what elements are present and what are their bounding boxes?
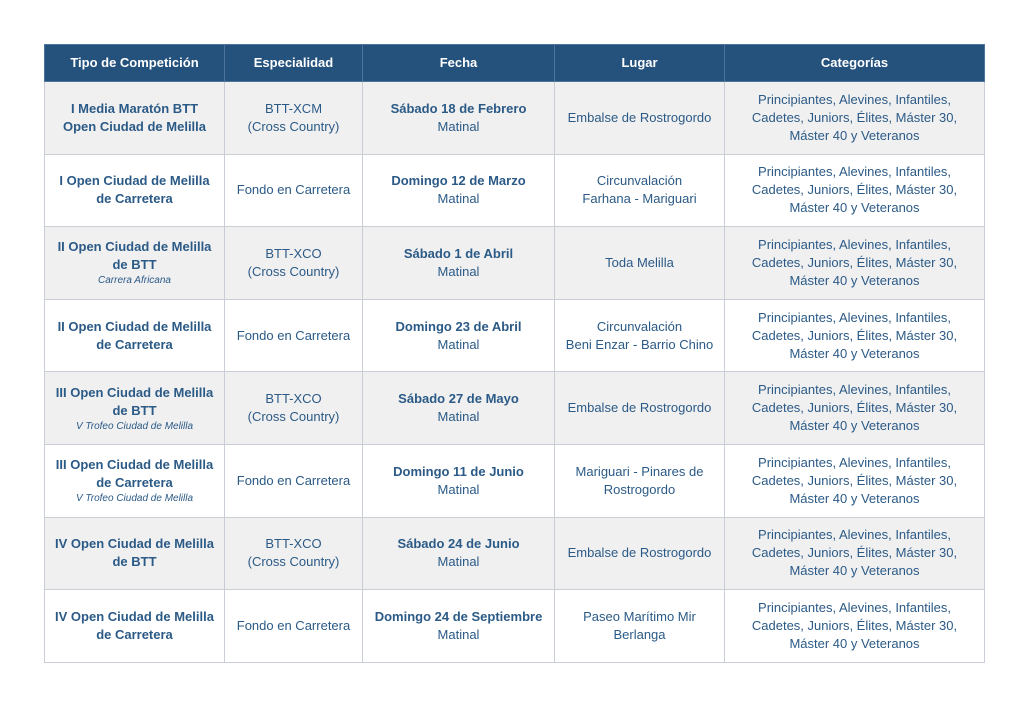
header-tipo: Tipo de Competición	[45, 45, 225, 82]
cell-lugar	[555, 227, 725, 300]
fecha-horario: Matinal	[437, 554, 480, 570]
especialidad-line: BTT-XCO	[265, 536, 322, 552]
tipo-line: IV Open Ciudad de Melilla	[55, 536, 214, 552]
tipo-line: II Open Ciudad de Melilla	[57, 239, 212, 255]
lugar-line: Circunvalación	[596, 173, 683, 189]
lugar-line: Beni Enzar - Barrio Chino	[565, 336, 714, 352]
cell-especialidad	[225, 372, 363, 445]
cell-categorias	[725, 299, 985, 372]
lugar-line: Mariguari - Pinares de	[575, 463, 704, 479]
table-row	[45, 154, 985, 227]
header-especialidad: Especialidad	[225, 45, 363, 82]
especialidad-line: BTT-XCO	[265, 391, 322, 407]
lugar-line: Circunvalación	[596, 318, 683, 334]
cell-fecha	[363, 590, 555, 663]
cell-lugar	[555, 299, 725, 372]
categorias-line: Cadetes, Juniors, Élites, Máster 30,	[751, 472, 958, 488]
cell-especialidad	[225, 227, 363, 300]
fecha-horario: Matinal	[437, 481, 480, 497]
categorias-line: Máster 40 y Veteranos	[789, 200, 920, 216]
cell-especialidad	[225, 82, 363, 155]
tipo-line: IV Open Ciudad de Melilla	[55, 608, 214, 624]
categorias-line: Principiantes, Alevines, Infantiles,	[758, 91, 951, 107]
cell-tipo	[45, 517, 225, 590]
table-row	[45, 590, 985, 663]
fecha-horario: Matinal	[437, 336, 480, 352]
table-row	[45, 299, 985, 372]
cell-lugar	[555, 444, 725, 517]
fecha-horario: Matinal	[437, 191, 480, 207]
cell-especialidad	[225, 299, 363, 372]
fecha-date: Sábado 24 de Junio	[397, 536, 520, 552]
cell-tipo	[45, 590, 225, 663]
tipo-line: I Media Maratón BTT	[70, 100, 199, 116]
categorias-line: Principiantes, Alevines, Infantiles,	[758, 527, 951, 543]
cell-categorias	[725, 154, 985, 227]
categorias-line: Cadetes, Juniors, Élites, Máster 30,	[751, 254, 958, 270]
cell-fecha	[363, 444, 555, 517]
categorias-line: Principiantes, Alevines, Infantiles,	[758, 454, 951, 470]
categorias-line: Máster 40 y Veteranos	[789, 127, 920, 143]
categorias-line: Máster 40 y Veteranos	[789, 490, 920, 506]
table-row	[45, 227, 985, 300]
especialidad-line: (Cross Country)	[247, 263, 340, 279]
especialidad-line: (Cross Country)	[247, 118, 340, 134]
tipo-line: de Carretera	[96, 191, 173, 207]
table-row	[45, 82, 985, 155]
cell-lugar	[555, 517, 725, 590]
fecha-horario: Matinal	[437, 263, 480, 279]
categorias-line: Principiantes, Alevines, Infantiles,	[758, 309, 951, 325]
categorias-line: Máster 40 y Veteranos	[789, 635, 920, 651]
tipo-line: III Open Ciudad de Melilla	[55, 384, 214, 400]
especialidad-line: BTT-XCO	[265, 245, 322, 261]
cell-fecha	[363, 82, 555, 155]
cell-especialidad	[225, 444, 363, 517]
cell-fecha	[363, 154, 555, 227]
tipo-line: de BTT	[112, 257, 157, 273]
fecha-horario: Matinal	[437, 626, 480, 642]
tipo-line: de BTT	[112, 554, 157, 570]
cell-categorias	[725, 517, 985, 590]
especialidad-line: (Cross Country)	[247, 409, 340, 425]
tipo-line: III Open Ciudad de Melilla	[55, 457, 214, 473]
fecha-horario: Matinal	[437, 409, 480, 425]
categorias-line: Cadetes, Juniors, Élites, Máster 30,	[751, 327, 958, 343]
tipo-subtitle: V Trofeo Ciudad de Melilla	[75, 420, 194, 432]
tipo-line: de Carretera	[96, 475, 173, 491]
cell-tipo	[45, 154, 225, 227]
especialidad-line: BTT-XCM	[264, 100, 323, 116]
cell-tipo	[45, 82, 225, 155]
cell-categorias	[725, 372, 985, 445]
cell-categorias	[725, 227, 985, 300]
categorias-line: Principiantes, Alevines, Infantiles,	[758, 164, 951, 180]
categorias-line: Máster 40 y Veteranos	[789, 345, 920, 361]
lugar-line: Embalse de Rostrogordo	[567, 400, 712, 416]
cell-categorias	[725, 82, 985, 155]
cell-fecha	[363, 517, 555, 590]
tipo-line: II Open Ciudad de Melilla	[57, 318, 212, 334]
fecha-date: Sábado 27 de Mayo	[398, 391, 519, 407]
table-body	[45, 82, 985, 663]
categorias-line: Máster 40 y Veteranos	[789, 418, 920, 434]
cell-especialidad	[225, 590, 363, 663]
cell-especialidad	[225, 517, 363, 590]
lugar-line: Farhana - Mariguari	[582, 191, 697, 207]
competition-table	[44, 44, 985, 663]
categorias-line: Principiantes, Alevines, Infantiles,	[758, 382, 951, 398]
competition-calendar	[44, 44, 984, 663]
categorias-line: Cadetes, Juniors, Élites, Máster 30,	[751, 400, 958, 416]
table-header	[45, 45, 985, 82]
especialidad-line: Fondo en Carretera	[236, 327, 351, 343]
cell-lugar	[555, 154, 725, 227]
categorias-line: Máster 40 y Veteranos	[789, 563, 920, 579]
cell-tipo	[45, 444, 225, 517]
categorias-line: Máster 40 y Veteranos	[789, 272, 920, 288]
tipo-line: de Carretera	[96, 336, 173, 352]
fecha-date: Sábado 1 de Abril	[403, 245, 514, 261]
categorias-line: Principiantes, Alevines, Infantiles,	[758, 599, 951, 615]
cell-tipo	[45, 227, 225, 300]
header-lugar: Lugar	[555, 45, 725, 82]
tipo-line: de Carretera	[96, 626, 173, 642]
fecha-date: Domingo 12 de Marzo	[391, 173, 526, 189]
cell-especialidad	[225, 154, 363, 227]
categorias-line: Cadetes, Juniors, Élites, Máster 30,	[751, 545, 958, 561]
lugar-line: Embalse de Rostrogordo	[567, 545, 712, 561]
cell-lugar	[555, 372, 725, 445]
categorias-line: Principiantes, Alevines, Infantiles,	[758, 236, 951, 252]
cell-tipo	[45, 372, 225, 445]
especialidad-line: Fondo en Carretera	[236, 472, 351, 488]
table-row	[45, 444, 985, 517]
lugar-line: Rostrogordo	[603, 481, 676, 497]
especialidad-line: (Cross Country)	[247, 554, 340, 570]
fecha-date: Domingo 23 de Abril	[395, 318, 522, 334]
header-fecha: Fecha	[363, 45, 555, 82]
cell-categorias	[725, 444, 985, 517]
header-categorias: Categorías	[725, 45, 985, 82]
fecha-date: Domingo 24 de Septiembre	[374, 608, 543, 624]
lugar-line: Embalse de Rostrogordo	[567, 109, 712, 125]
cell-fecha	[363, 372, 555, 445]
table-row	[45, 517, 985, 590]
fecha-date: Domingo 11 de Junio	[393, 463, 524, 479]
tipo-subtitle: V Trofeo Ciudad de Melilla	[75, 493, 194, 505]
tipo-line: I Open Ciudad de Melilla	[59, 173, 210, 189]
tipo-line: de BTT	[112, 402, 157, 418]
cell-tipo	[45, 299, 225, 372]
cell-lugar	[555, 82, 725, 155]
categorias-line: Cadetes, Juniors, Élites, Máster 30,	[751, 109, 958, 125]
cell-fecha	[363, 227, 555, 300]
especialidad-line: Fondo en Carretera	[236, 182, 351, 198]
tipo-subtitle: Carrera Africana	[98, 275, 171, 287]
fecha-horario: Matinal	[437, 118, 480, 134]
categorias-line: Cadetes, Juniors, Élites, Máster 30,	[751, 182, 958, 198]
table-row	[45, 372, 985, 445]
cell-lugar	[555, 590, 725, 663]
categorias-line: Cadetes, Juniors, Élites, Máster 30,	[751, 617, 958, 633]
lugar-line: Berlanga	[613, 626, 666, 642]
cell-fecha	[363, 299, 555, 372]
cell-categorias	[725, 590, 985, 663]
header-row	[45, 45, 985, 82]
fecha-date: Sábado 18 de Febrero	[390, 100, 527, 116]
tipo-line: Open Ciudad de Melilla	[62, 118, 207, 134]
especialidad-line: Fondo en Carretera	[236, 617, 351, 633]
lugar-line: Paseo Marítimo Mir	[583, 608, 696, 624]
lugar-line: Toda Melilla	[605, 254, 674, 270]
